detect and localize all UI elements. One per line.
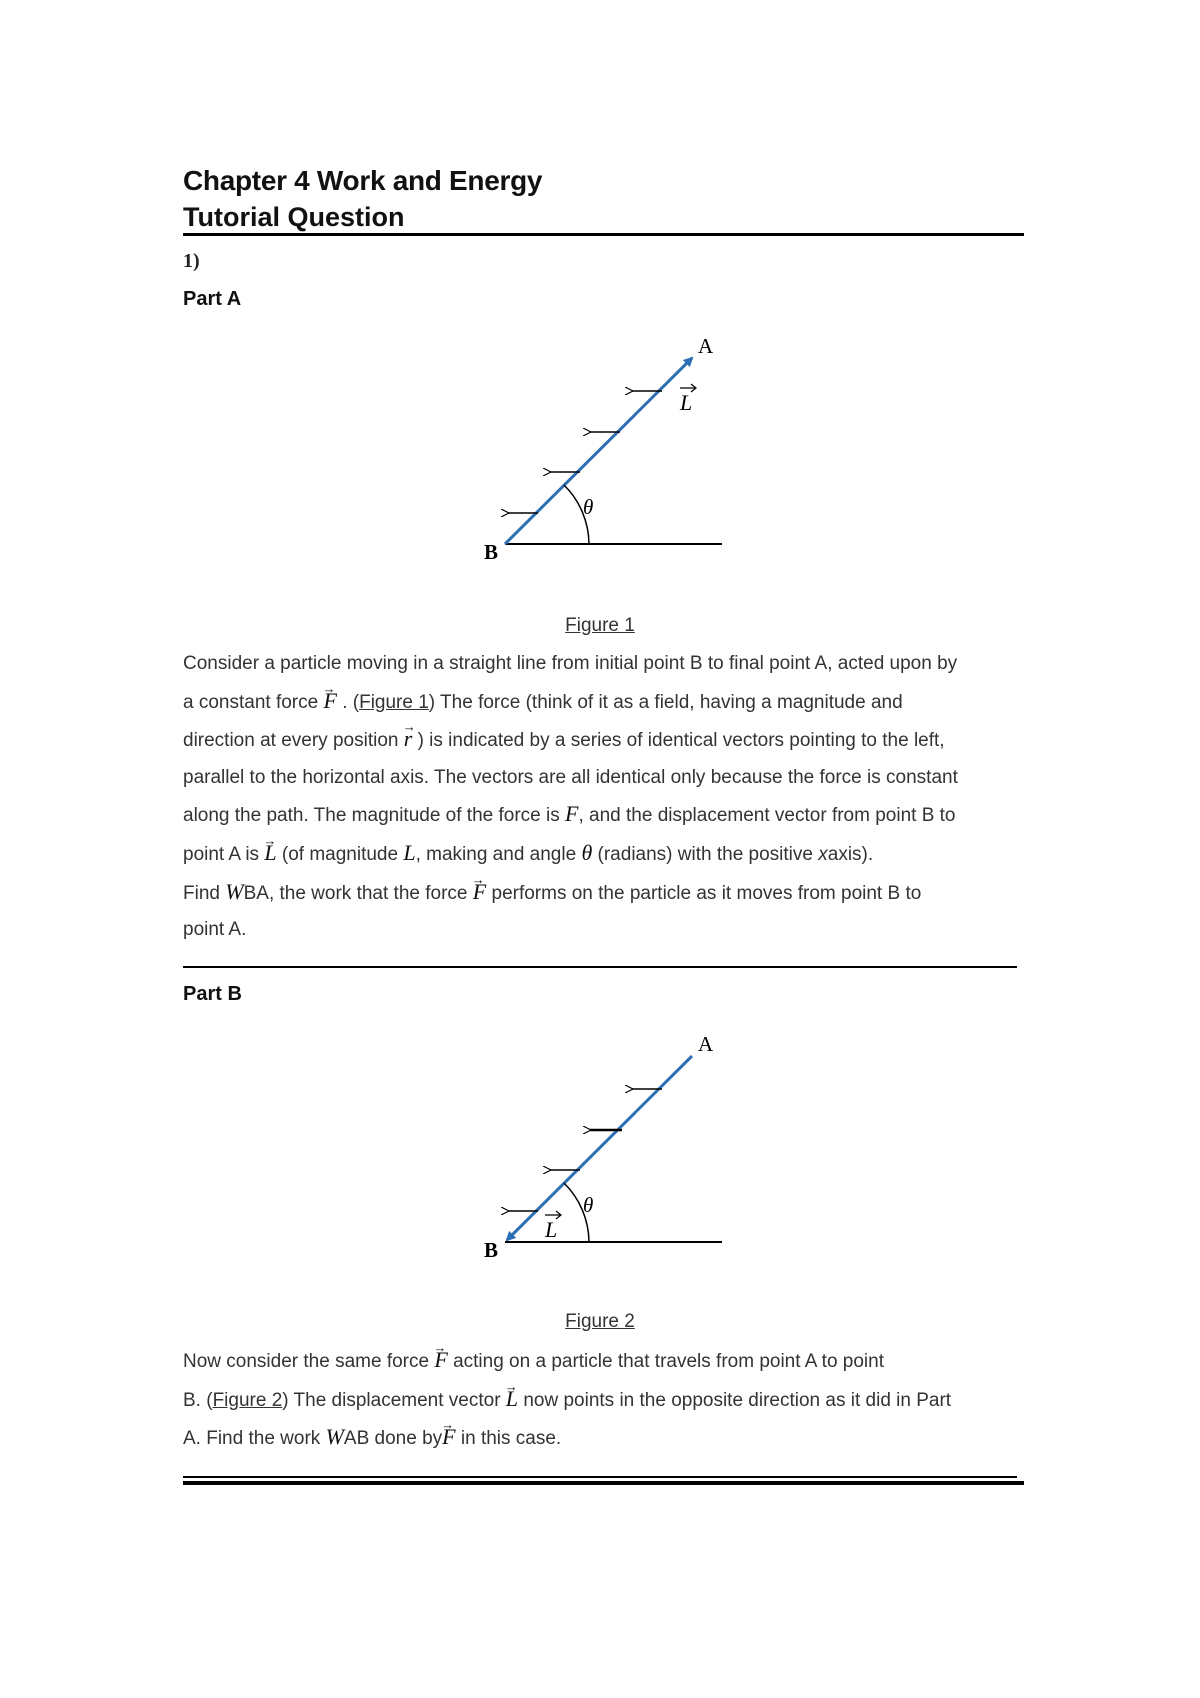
label-angle-theta: θ (583, 495, 594, 519)
part-a-paragraph (183, 646, 1013, 949)
part-b-paragraph (183, 1342, 1013, 1458)
question-number: 1) (183, 250, 200, 272)
symbol-x: x (818, 843, 828, 865)
bottom-rule-thick (183, 1481, 1024, 1485)
subscript-ba: BA (243, 882, 269, 904)
part-b-heading: Part B (183, 983, 242, 1005)
part-a-line-3: direction at every position → r ) is indicated by a series of identical vectors pointing to the left, (183, 721, 1013, 760)
part-a-line-4: parallel to the horizontal axis. The vectors are all identical only because the force is constant (183, 766, 958, 788)
figure-2-caption[interactable]: Figure 2 (565, 1311, 635, 1332)
symbol-w-b: W (325, 1424, 344, 1450)
symbol-f-b-2: → F (442, 1419, 455, 1456)
label-point-a-2: A (698, 1032, 714, 1056)
displacement-vector-ba (505, 358, 692, 544)
symbol-w: W (225, 878, 244, 904)
part-b-line-1: Now consider the same force → F acting on a particle that travels from point A to point (183, 1342, 1013, 1381)
figure-1-caption[interactable]: Figure 1 (565, 615, 635, 636)
part-a-line-5: along the path. The magnitude of the force is F, and the displacement vector from point B to (183, 801, 956, 827)
part-a-line-7: Find WBA, the work that the force → F performs on the particle as it moves from point B to (183, 874, 1013, 913)
part-b-line-2: B. (Figure 2) The displacement vector → L now points in the opposite direction as it did in Part (183, 1381, 1013, 1420)
label-point-b: B (484, 540, 499, 564)
figure-2-link[interactable]: Figure 2 (212, 1389, 283, 1411)
part-a-heading: Part A (183, 288, 242, 310)
symbol-l-magnitude: L (403, 839, 416, 865)
label-vector-l-2: L (545, 1217, 558, 1242)
symbol-f: → F (323, 683, 336, 720)
label-vector-l: L (680, 390, 693, 415)
part-a-line-1: Consider a particle moving in a straight line from initial point B to final point A, acted upon by (183, 653, 958, 674)
bottom-rule-thin (183, 1476, 1017, 1478)
part-a-separator (183, 966, 1017, 968)
part-b-line-3: A. Find the work WAB done by→ F in this case. (183, 1419, 1013, 1458)
part-a-line-8: point A. (183, 919, 247, 941)
symbol-f-2: → F (473, 874, 486, 911)
symbol-r: → r (404, 721, 413, 758)
part-a-line-2: a constant force → F . (Figure 1) The force (think of it as a field, having a magnitude and (183, 683, 1013, 722)
symbol-l-b: → L (506, 1381, 518, 1418)
label-point-b-2: B (484, 1238, 499, 1262)
displacement-vector-ab (507, 1056, 692, 1240)
symbol-f-magnitude: F (565, 801, 579, 827)
symbol-theta: θ (581, 839, 593, 865)
subscript-ab: AB (343, 1428, 370, 1450)
symbol-l-vector: → L (264, 835, 276, 872)
tutorial-subtitle: Tutorial Question (183, 202, 405, 232)
header-rule (183, 233, 1024, 236)
symbol-f-b: → F (434, 1342, 447, 1379)
figure-2 (470, 1023, 750, 1263)
chapter-title: Chapter 4 Work and Energy (183, 165, 543, 196)
figure-1-link[interactable]: Figure 1 (359, 691, 429, 713)
figure-1 (470, 325, 750, 565)
label-point-a: A (698, 334, 714, 358)
part-a-line-6: point A is → L (of magnitude L, making and angle θ (radians) with the positive xaxis). (183, 835, 1013, 874)
label-angle-theta-2: θ (583, 1193, 594, 1217)
